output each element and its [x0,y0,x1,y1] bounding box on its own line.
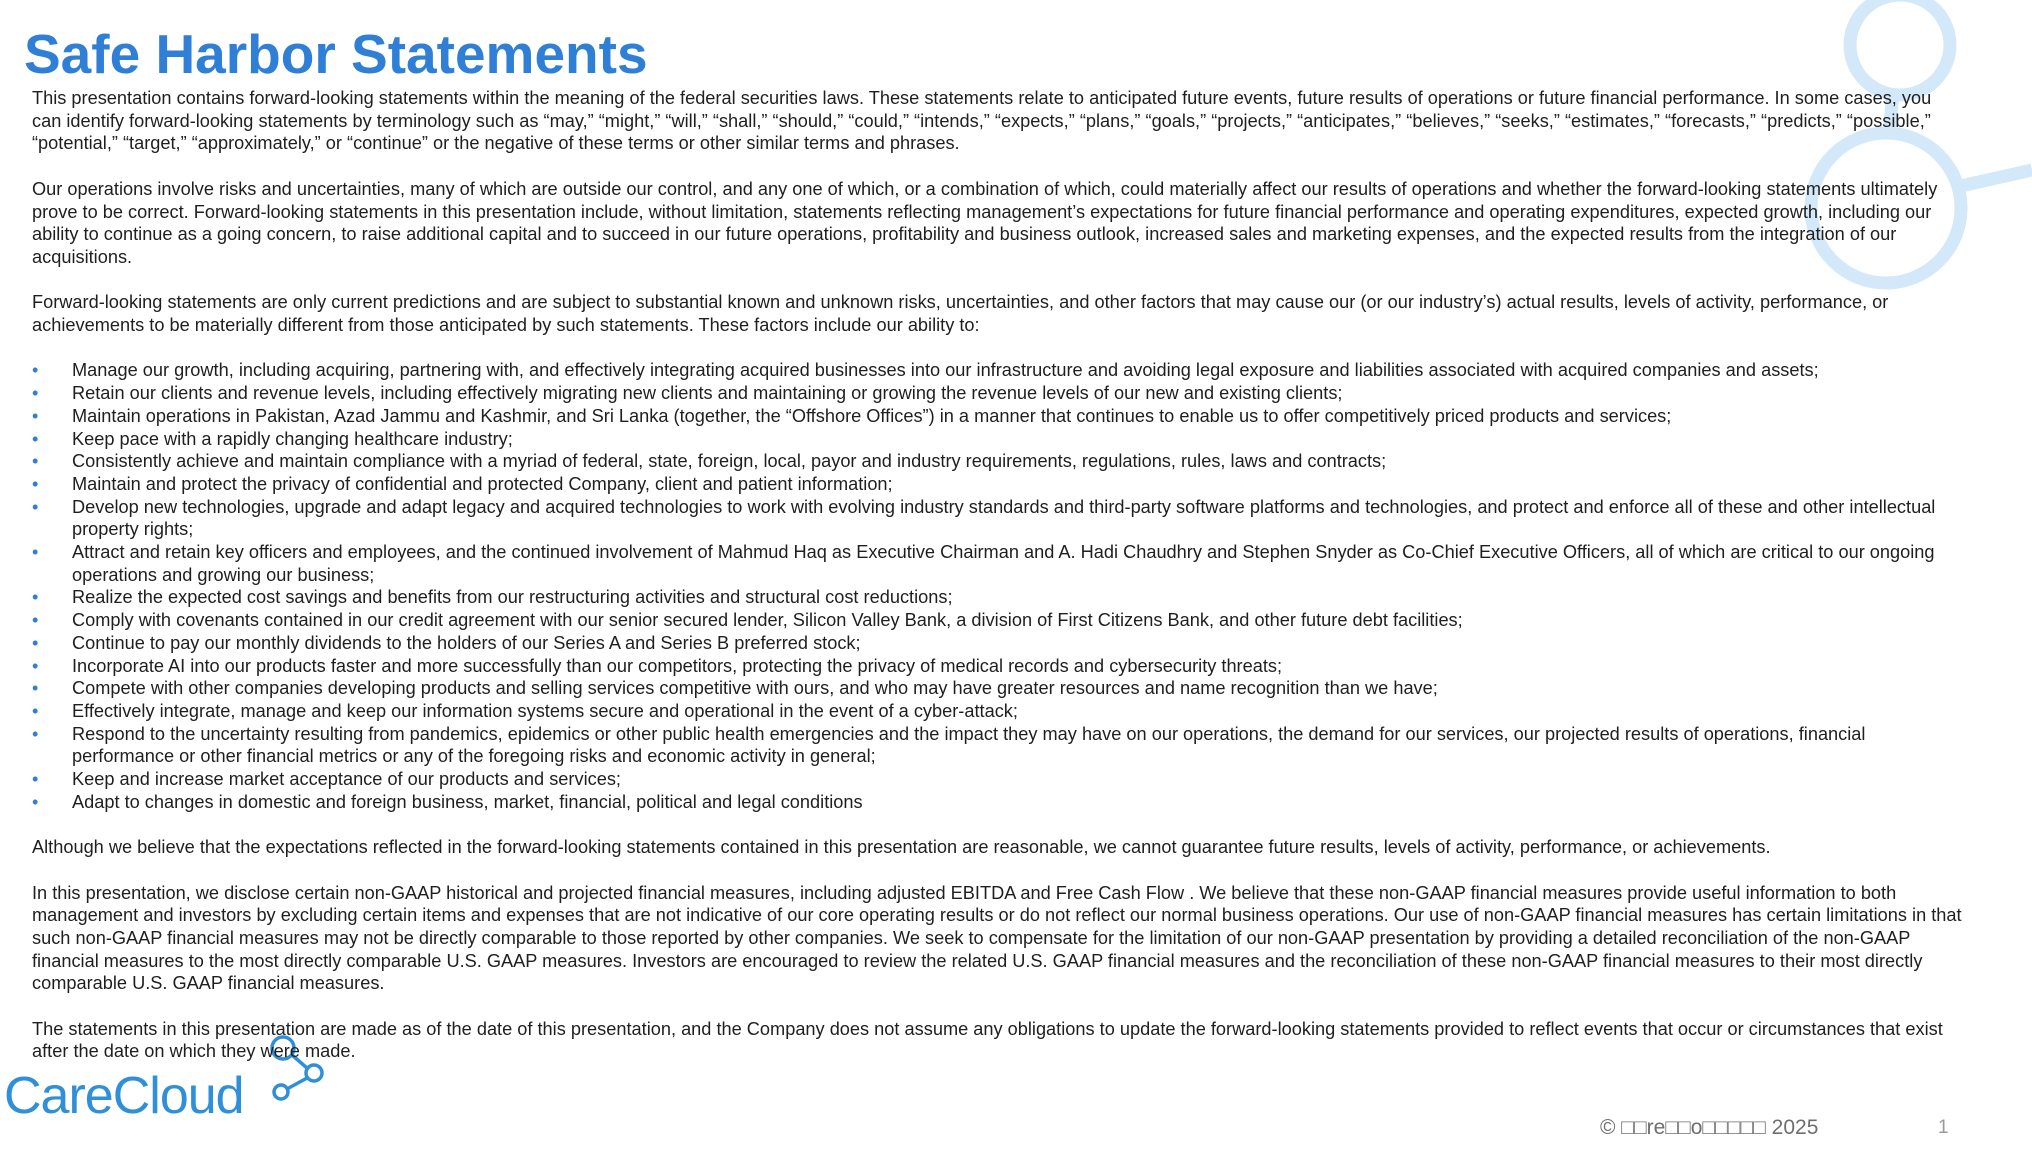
intro-paragraph-2: Our operations involve risks and uncertainties, many of which are outside our control, and any one of which, or a combination of which, could materially affect our results of operations and whether the forward-looking statements ultimately prove to be correct. Forward-looking statements in this presentation include, without limitation, statements reflecting management’s expectations for future financial performance and operating expenditures, expected growth, including our ability to continue as a going concern, to raise additional capital and to succeed in our future operations, profitability and business outlook, increased sales and marketing expenses, and the expected results from the integration of our acquisitions. [32,178,1938,267]
intro-paragraph-3: Forward-looking statements are only current predictions and are subject to substantial known and unknown risks, uncertainties, and other factors that may cause our (or our industry’s) actual results, levels of activity, performance, or achievements to be materially different from those anticipated by such statements. These factors include our ability to: [32,292,1889,335]
list-item: • Retain our clients and revenue levels, including effectively migrating new clients and maintaining or growing the revenue levels of our new and existing clients; [32,382,1962,405]
list-item: • Manage our growth, including acquiring, partnering with, and effectively integrating acquired businesses into our infrastructure and avoiding legal exposure and liabilities associated with acquired companies and assets; [32,359,1962,382]
list-item: • Keep and increase market acceptance of our products and services; [32,768,1962,791]
list-item: • Continue to pay our monthly dividends to the holders of our Series A and Series B preferred stock; [32,632,1962,655]
closing-paragraph-2: In this presentation, we disclose certain non-GAAP historical and projected financial measures, including adjusted EBITDA and Free Cash Flow . We believe that these non-GAAP financial measures provide useful information to both management and investors by excluding certain items and expenses that are not indicative of our core operating results or do not reflect our normal business operations. Our use of non-GAAP financial measures has certain limitations in that such non-GAAP financial measures may not be directly comparable to those reported by other companies. We seek to compensate for the limitation of our non-GAAP presentation by providing a detailed reconciliation of the non-GAAP financial measures to the most directly comparable U.S. GAAP measures. Investors are encouraged to review the related U.S. GAAP financial measures and the reconciliation of these non-GAAP financial measures to their most directly comparable U.S. GAAP financial measures. [32,882,1962,994]
list-item: • Comply with covenants contained in our credit agreement with our senior secured lender, Silicon Valley Bank, a division of First Citizens Bank, and other future debt facilities; [32,609,1962,632]
intro-paragraph-1: This presentation contains forward-looking statements within the meaning of the federal securities laws. These statements relate to anticipated future events, future results of operations or future financial performance. In some cases, you can identify forward-looking statements by terminology such as “may,” “might,” “will,” “shall,” “should,” “could,” “intends,” “expects,” “plans,” “goals,” “projects,” “anticipates,” “believes,” “seeks,” “estimates,” “forecasts,” “predicts,” “possible,” “potential,” “target,” “approximately,” or “continue” or the negative of these terms or other similar terms and phrases. [32,88,1932,154]
copyright-footer: © □□re□□o□□□□□ 2025 [1600,1116,1819,1139]
list-item: • Maintain and protect the privacy of confidential and protected Company, client and patient information; [32,473,1962,496]
closing-paragraph-3: The statements in this presentation are made as of the date of this presentation, and the Company does not assume any obligations to update the forward-looking statements provided to reflect events that occur or circumstances that exist after the date on which they were made. [32,1018,1943,1062]
list-item: • Consistently achieve and maintain compliance with a myriad of federal, state, foreign, local, payor and industry requirements, regulations, rules, laws and contracts; [32,450,1962,473]
list-item: • Compete with other companies developing products and selling services competitive with ours, and who may have greater resources and name recognition than we have; [32,677,1962,700]
list-item: • Develop new technologies, upgrade and adapt legacy and acquired technologies to work with evolving industry standards and third-party software platforms and technologies, and protect and enforce all of these and other intellectual property rights; [32,496,1962,541]
list-item: • Attract and retain key officers and employees, and the continued involvement of Mahmud Haq as Executive Chairman and A. Hadi Chaudhry and Stephen Snyder as Co-Chief Executive Officers, all of which are critical to our ongoing operations and growing our business; [32,541,1962,586]
list-item: • Incorporate AI into our products faster and more successfully than our competitors, protecting the privacy of medical records and cybersecurity threats; [32,655,1962,678]
list-item: • Adapt to changes in domestic and foreign business, market, financial, political and legal conditions [32,791,1962,814]
list-item: • Maintain operations in Pakistan, Azad Jammu and Kashmir, and Sri Lanka (together, the “Offshore Offices”) in a manner that continues to enable us to offer competitively priced products and services; [32,405,1962,428]
carecloud-logo: CareCloud [4,1067,244,1125]
list-item: • Realize the expected cost savings and benefits from our restructuring activities and structural cost reductions; [32,586,1962,609]
closing-paragraph-1: Although we believe that the expectations reflected in the forward-looking statements contained in this presentation are reasonable, we cannot guarantee future results, levels of activity, performance, or achievements. [32,837,1771,858]
page-number: 1 [1938,1117,1949,1138]
slide-body [32,87,1962,1086]
risk-factor-list [32,359,1962,813]
list-item: • Effectively integrate, manage and keep our information systems secure and operational in the event of a cyber-attack; [32,700,1962,723]
page-title: Safe Harbor Statements [24,23,648,85]
list-item: • Keep pace with a rapidly changing healthcare industry; [32,428,1962,451]
list-item: • Respond to the uncertainty resulting from pandemics, epidemics or other public health emergencies and the impact they may have on our operations, the demand for our services, our projected results of operations, financial performance or other financial metrics or any of the foregoing risks and economic activity in general; [32,723,1962,768]
